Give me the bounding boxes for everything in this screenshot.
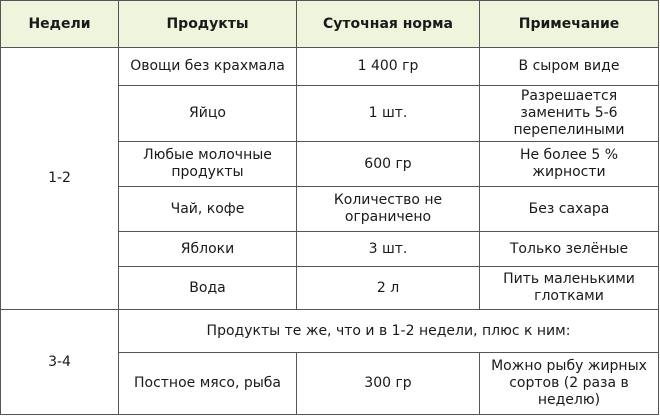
header-daily-norm: Суточная норма — [297, 1, 480, 48]
norm-cell: 1 400 гр — [297, 48, 480, 86]
header-weeks: Недели — [1, 1, 119, 48]
header-note: Примечание — [480, 1, 659, 48]
product-cell: Овощи без крахмала — [119, 48, 297, 86]
note-cell: В сыром виде — [480, 48, 659, 86]
note-cell: Не более 5 % жирности — [480, 142, 659, 187]
norm-cell: 1 шт. — [297, 86, 480, 142]
note-cell: Разрешается заменить 5-6 перепелиными — [480, 86, 659, 142]
header-products: Продукты — [119, 1, 297, 48]
product-cell: Яйцо — [119, 86, 297, 142]
product-cell: Любые молочные продукты — [119, 142, 297, 187]
product-cell: Постное мясо, рыба — [119, 353, 297, 415]
product-cell: Вода — [119, 267, 297, 310]
weeks-cell: 1-2 — [1, 48, 119, 310]
product-cell: Яблоки — [119, 232, 297, 267]
norm-cell: 300 гр — [297, 353, 480, 415]
norm-cell: Количество не ограничено — [297, 187, 480, 232]
norm-cell: 3 шт. — [297, 232, 480, 267]
norm-cell: 2 л — [297, 267, 480, 310]
note-cell: Пить маленькими глотками — [480, 267, 659, 310]
weeks-cell: 3-4 — [1, 310, 119, 415]
table-row — [1, 48, 659, 86]
span-note-cell: Продукты те же, что и в 1-2 недели, плюс к ним: — [119, 310, 659, 353]
note-cell: Можно рыбу жирных сортов (2 раза в неделю) — [480, 353, 659, 415]
header-row — [1, 1, 659, 48]
norm-cell: 600 гр — [297, 142, 480, 187]
table-row — [1, 310, 659, 353]
product-cell: Чай, кофе — [119, 187, 297, 232]
note-cell: Без сахара — [480, 187, 659, 232]
note-cell: Только зелёные — [480, 232, 659, 267]
